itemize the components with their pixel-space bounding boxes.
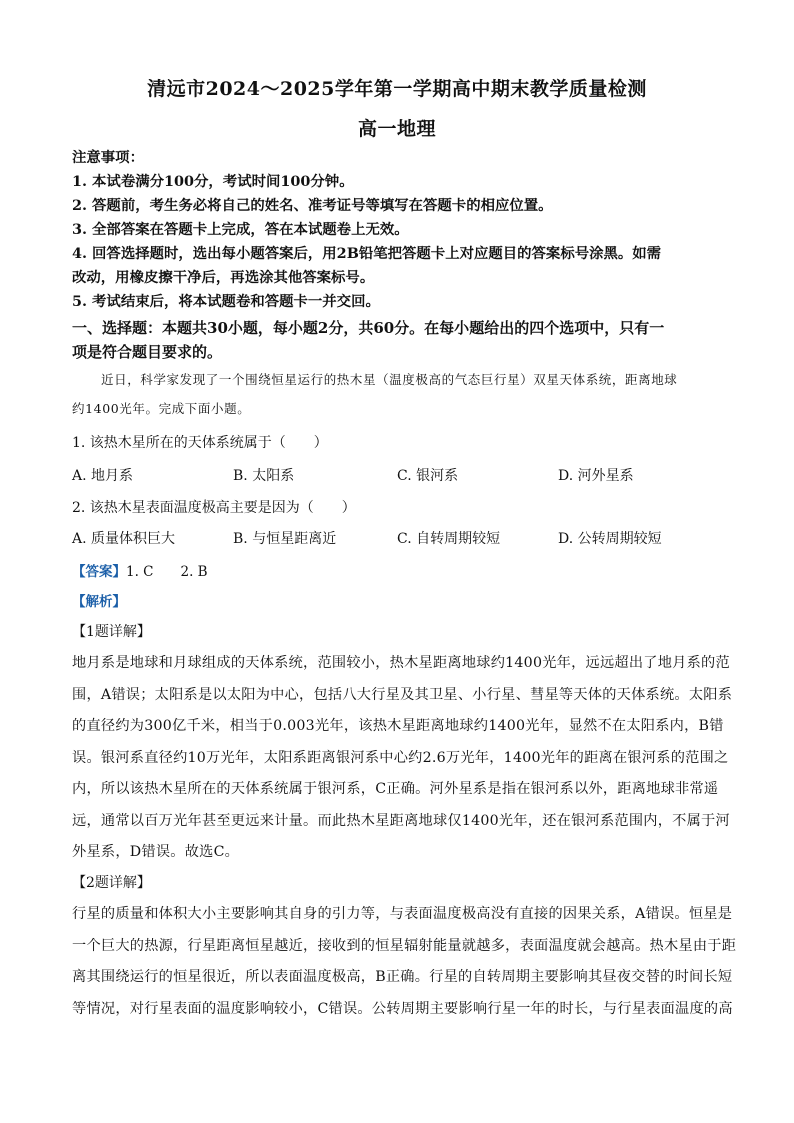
q1-option-b: B. 太阳系 (233, 468, 295, 484)
question-1-stem: 1. 该热木星所在的天体系统属于（ ） (72, 435, 328, 451)
notes-item: 1. 本试卷满分100分，考试时间100分钟。 (72, 173, 354, 190)
answer-label: 【答案】 (72, 564, 126, 580)
q2-option-c: C. 自转周期较短 (397, 531, 501, 547)
q1-option-a: A. 地月系 (72, 468, 134, 484)
detail-2-line: 一个巨大的热源，行星距离恒星越近，接收到的恒星辐射能量就越多，表面温度就会越高。热木星由于距 (72, 938, 737, 954)
detail-1-line: 围，A错误；太阳系是以太阳为中心，包括八大行星及其卫星、小行星、彗星等天体的天体系统。太阳系 (72, 687, 733, 703)
detail-2-line: 行星的质量和体积大小主要影响其自身的引力等，与表面温度极高没有直接的因果关系，A错误。恒星是 (72, 906, 733, 922)
q2-option-d: D. 公转周期较短 (558, 531, 662, 547)
answer-line (72, 560, 208, 580)
notes-item: 5. 考试结束后，将本试题卷和答题卡一并交回。 (72, 293, 380, 310)
detail-1-heading: 【1题详解】 (72, 624, 151, 640)
detail-1-line: 的直径约为300亿千米，相当于0.003光年，该热木星距离地球约1400光年，显然不在太阳系内，B错 (72, 718, 724, 734)
analysis-line (72, 590, 126, 610)
notes-item: 改动，用橡皮擦干净后，再选涂其他答案标号。 (72, 269, 375, 286)
q1-option-d: D. 河外星系 (558, 468, 634, 484)
notes-item: 4. 回答选择题时，选出每小题答案后，用2B铅笔把答题卡上对应题目的答案标号涂黑。如需 (72, 245, 662, 262)
section-heading-cont: 项是符合题目要求的。 (72, 343, 223, 361)
exam-subtitle: 高一地理 (357, 118, 436, 140)
q2-option-a: A. 质量体积巨大 (72, 531, 176, 547)
detail-2-line: 等情况，对行星表面的温度影响较小，C错误。公转周期主要影响行星一年的时长，与行星表面温度的高 (72, 1001, 733, 1017)
q1-option-c: C. 银河系 (397, 468, 459, 484)
intro-text-cont: 约1400光年。完成下面小题。 (72, 401, 251, 416)
notes-item: 3. 全部答案在答题卡上完成，答在本试题卷上无效。 (72, 221, 409, 238)
detail-1-line: 误。银河系直径约10万光年，太阳系距离银河系中心约2.6万光年，1400光年的距离在银河系的范围之 (72, 750, 729, 766)
detail-1-line: 外星系，D错误。故选C。 (72, 844, 240, 860)
answer-values: 1. C 2. B (126, 564, 208, 580)
detail-1-line: 内，所以该热木星所在的天体系统属于银河系，C正确。河外星系是指在银河系以外，距离地球非常遥 (72, 781, 719, 797)
q2-option-b: B. 与恒星距离近 (233, 531, 337, 547)
notes-item: 2. 答题前，考生务必将自己的姓名、准考证号等填写在答题卡的相应位置。 (72, 197, 553, 214)
question-2-stem: 2. 该热木星表面温度极高主要是因为（ ） (72, 500, 356, 516)
detail-1-line: 远，通常以百万光年甚至更远来计量。而此热木星距离地球仅1400光年，还在银河系范围内，不属于河 (72, 813, 730, 829)
analysis-label: 【解析】 (72, 594, 126, 610)
intro-text: 近日，科学家发现了一个围绕恒星运行的热木星（温度极高的气态巨行星）双星天体系统，距离地球 (101, 372, 678, 387)
exam-title: 清远市2024～2025学年第一学期高中期末教学质量检测 (147, 78, 647, 100)
notes-heading: 注意事项： (72, 149, 144, 166)
detail-1-line: 地月系是地球和月球组成的天体系统，范围较小，热木星距离地球约1400光年，远远超出了地月系的范 (72, 655, 730, 671)
detail-2-heading: 【2题详解】 (72, 875, 151, 891)
detail-2-line: 离其围绕运行的恒星很近，所以表面温度极高，B正确。行星的自转周期主要影响其昼夜交替的时间长短 (72, 969, 733, 985)
section-heading: 一、选择题：本题共30小题，每小题2分，共60分。在每小题给出的四个选项中，只有一 (72, 319, 665, 337)
